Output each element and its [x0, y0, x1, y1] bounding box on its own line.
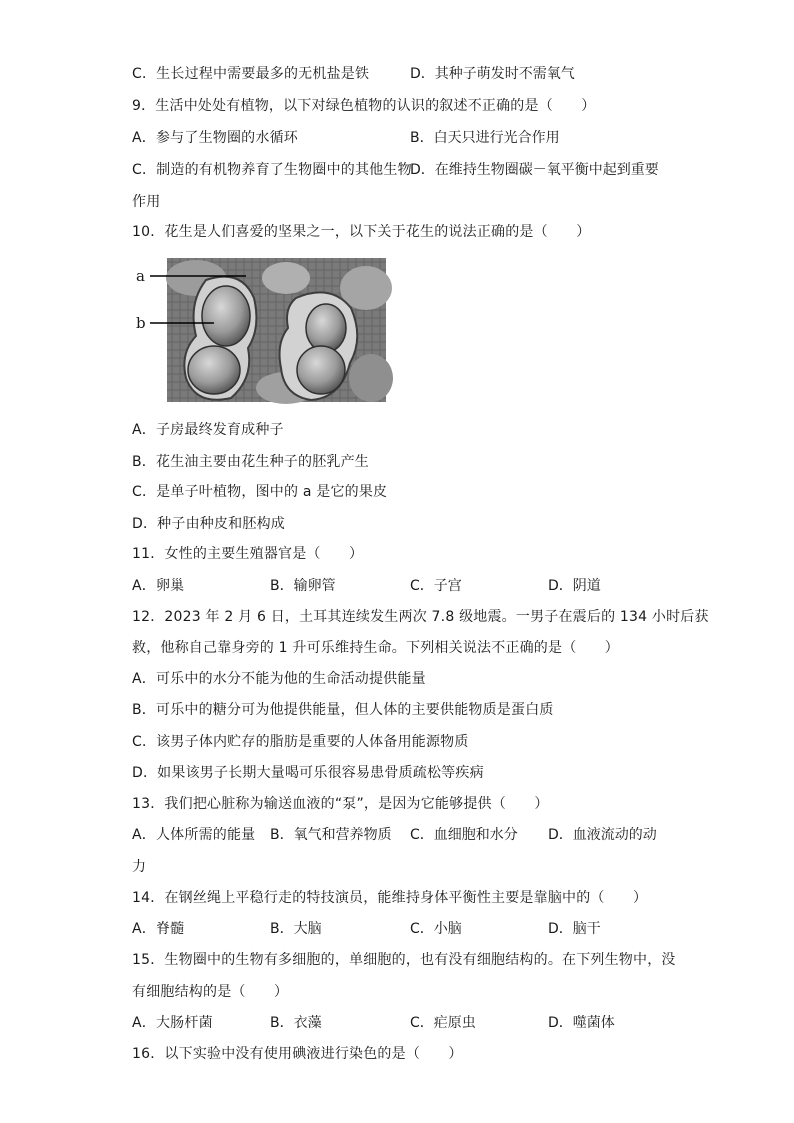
- label-a: a: [136, 267, 145, 285]
- q13-option-b: B．氧气和营养物质: [270, 827, 392, 843]
- q13-option-a: A．人体所需的能量: [132, 827, 256, 843]
- q14-option-c: C．小脑: [410, 921, 462, 937]
- q15-option-a: A．大肠杆菌: [132, 1015, 213, 1031]
- q13-option-c: C．血细胞和水分: [410, 827, 518, 843]
- q11-option-c: C．子宫: [410, 578, 462, 594]
- q15-stem-line2: 有细胞结构的是（ ）: [132, 984, 289, 1000]
- q13-stem: 13．我们把心脏称为输送血液的“泵”，是因为它能够提供（ ）: [132, 796, 549, 812]
- q12-option-a: A．可乐中的水分不能为他的生命活动提供能量: [132, 671, 426, 687]
- peanut-photo: [136, 258, 396, 404]
- q13-option-d: D．血液流动的动: [548, 827, 657, 843]
- q12-stem-line1: 12．2023 年 2 月 6 日，土耳其连续发生两次 7.8 级地震。一男子在震后的 134 小时后获: [132, 609, 709, 625]
- q10-option-a: A．子房最终发育成种子: [132, 422, 284, 438]
- q12-option-d: D．如果该男子长期大量喝可乐很容易患骨质疏松等疾病: [132, 765, 484, 781]
- q9-option-b: B．白天只进行光合作用: [410, 130, 560, 146]
- q16-stem: 16．以下实验中没有使用碘液进行染色的是（ ）: [132, 1046, 463, 1062]
- q9-option-c: C．制造的有机物养育了生物圈中的其他生物: [132, 162, 412, 178]
- q8-option-d: D．其种子萌发时不需氧气: [410, 66, 575, 82]
- peanut-figure: [136, 258, 396, 404]
- q12-stem-line2: 救，他称自己靠身旁的 1 升可乐维持生命。下列相关说法不正确的是（ ）: [132, 640, 620, 656]
- q11-option-b: B．输卵管: [270, 578, 336, 594]
- label-b: b: [136, 314, 146, 332]
- q15-option-d: D．噬菌体: [548, 1015, 615, 1031]
- q15-option-b: B．衣藻: [270, 1015, 322, 1031]
- q15-option-c: C．疟原虫: [410, 1015, 476, 1031]
- q12-option-b: B．可乐中的糖分可为他提供能量，但人体的主要供能物质是蛋白质: [132, 702, 554, 718]
- q14-stem: 14．在钢丝绳上平稳行走的特技演员，能维持身体平衡性主要是靠脑中的（ ）: [132, 890, 648, 906]
- q15-stem-line1: 15．生物圈中的生物有多细胞的，单细胞的，也有没有细胞结构的。在下列生物中，没: [132, 952, 676, 968]
- q9-stem: 9．生活中处处有植物，以下对绿色植物的认识的叙述不正确的是（ ）: [132, 98, 596, 114]
- q10-option-d: D．种子由种皮和胚构成: [132, 516, 285, 532]
- q14-option-d: D．脑干: [548, 921, 601, 937]
- q9-option-d-continued: 作用: [132, 194, 161, 210]
- q10-option-b: B．花生油主要由花生种子的胚乳产生: [132, 454, 370, 470]
- q11-stem: 11．女性的主要生殖器官是（ ）: [132, 546, 364, 562]
- q12-option-c: C．该男子体内贮存的脂肪是重要的人体备用能源物质: [132, 734, 469, 750]
- q8-option-c: C．生长过程中需要最多的无机盐是铁: [132, 66, 370, 82]
- q9-option-a: A．参与了生物圈的水循环: [132, 130, 298, 146]
- q11-option-a: A．卵巢: [132, 578, 185, 594]
- q10-option-c: C．是单子叶植物，图中的 a 是它的果皮: [132, 484, 388, 500]
- q13-option-d-continued: 力: [132, 859, 147, 875]
- q9-option-d: D．在维持生物圈碳－氧平衡中起到重要: [410, 162, 659, 178]
- q11-option-d: D．阴道: [548, 578, 601, 594]
- q14-option-a: A．脊髓: [132, 921, 185, 937]
- q10-stem: 10．花生是人们喜爱的坚果之一，以下关于花生的说法正确的是（ ）: [132, 224, 591, 240]
- q14-option-b: B．大脑: [270, 921, 322, 937]
